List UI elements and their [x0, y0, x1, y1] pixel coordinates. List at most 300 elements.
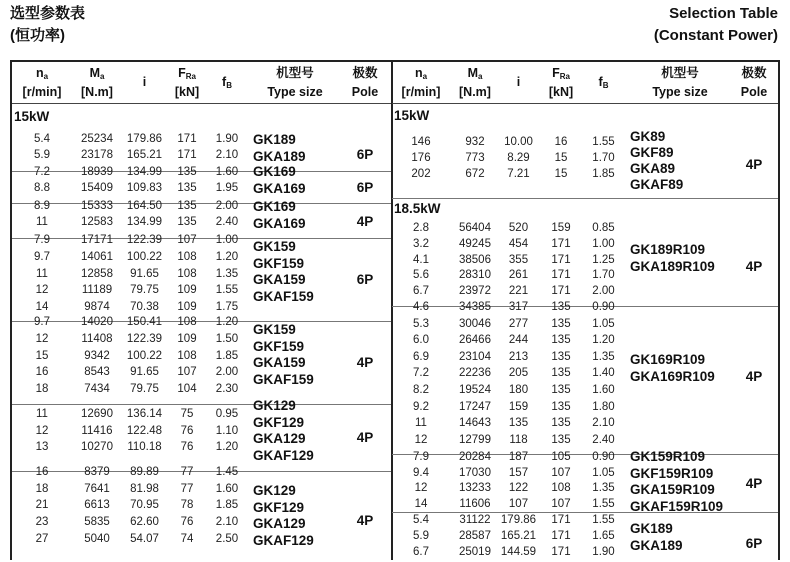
header-fb-subscript: B — [602, 81, 609, 90]
header-type-en: Type size — [267, 85, 323, 99]
ratio-cell: 62.60 — [130, 516, 159, 529]
service-factor-cell: 1.90 — [215, 133, 239, 145]
output-speed-cell: 7.2 — [413, 367, 429, 380]
output-speed-cell: 9.2 — [413, 400, 429, 413]
header-fra-letter: F — [178, 66, 186, 80]
output-speed-cell: 9.7 — [34, 250, 50, 263]
ratio-cell: 79.75 — [130, 383, 159, 396]
ratio-cell: 244 — [508, 334, 529, 347]
type-size-model: GK129 — [253, 483, 296, 498]
title-english — [654, 3, 778, 47]
table-header — [12, 62, 391, 104]
radial-load-cell: 109 — [177, 301, 197, 314]
ratio-cell: 134.99 — [126, 216, 163, 228]
type-size-model: GKAF159 — [253, 372, 314, 388]
title-cn-line1: 选型参数表 — [10, 5, 86, 22]
ratio-cell: 107 — [508, 498, 529, 511]
service-factor-cell: 1.35 — [592, 350, 615, 363]
header-fb-subscript: B — [226, 81, 232, 90]
header-ma-unit: [N.m] — [459, 85, 491, 99]
output-torque-cell: 18939 — [81, 166, 113, 178]
service-factor-cell: 1.85 — [592, 168, 615, 180]
ratio-cell: 8.29 — [507, 152, 530, 164]
ratio-cell: 187 — [508, 451, 529, 463]
ratio-cell: 277 — [508, 317, 529, 330]
radial-load-cell: 171 — [551, 514, 571, 526]
output-speed-cell: 202 — [411, 168, 431, 180]
service-factor-cell: 1.95 — [215, 182, 239, 194]
radial-load-cell: 108 — [177, 316, 197, 328]
type-size-model: GKA169 — [253, 216, 306, 231]
service-factor-cell: 1.55 — [592, 514, 615, 526]
pole-count: 6P — [745, 536, 763, 551]
service-factor-cell: 0.85 — [592, 222, 615, 234]
ratio-cell: 205 — [508, 367, 529, 380]
output-speed-cell: 146 — [411, 136, 431, 148]
radial-load-cell: 135 — [177, 200, 197, 212]
ratio-cell: 261 — [508, 269, 529, 282]
output-speed-cell: 3.2 — [413, 237, 429, 250]
radial-load-cell: 108 — [177, 250, 197, 263]
title-en-line1: Selection Table — [669, 5, 778, 22]
radial-load-cell: 77 — [180, 482, 194, 495]
ratio-cell: 134.99 — [126, 166, 163, 178]
header-fra — [167, 64, 207, 102]
service-factor-cell: 1.05 — [592, 466, 615, 479]
pole-count: 4P — [356, 214, 374, 229]
radial-load-cell: 104 — [177, 383, 197, 396]
service-factor-cell: 0.90 — [592, 301, 615, 313]
header-fra-symbol — [537, 64, 585, 83]
output-torque-cell: 12799 — [459, 433, 491, 446]
output-torque-cell: 9342 — [84, 349, 110, 362]
radial-load-cell: 76 — [180, 516, 194, 529]
output-torque-cell: 17030 — [459, 466, 491, 479]
service-factor-cell: 1.05 — [592, 317, 615, 330]
type-size-model: GKAF129 — [253, 447, 314, 463]
radial-load-cell: 135 — [177, 166, 197, 178]
header-na-subscript: a — [422, 72, 428, 81]
ratio-cell: 144.59 — [500, 546, 537, 558]
ratio-cell: 164.50 — [126, 200, 163, 212]
type-size-model: GKAF129 — [253, 533, 314, 549]
header-fra-subscript: Ra — [185, 72, 196, 81]
output-torque-cell: 12858 — [81, 267, 113, 280]
type-size-model: GKA159 — [253, 272, 306, 288]
header-i — [500, 73, 537, 92]
header-i-label: i — [142, 75, 147, 89]
service-factor-cell: 1.45 — [215, 466, 239, 478]
output-torque-cell: 28310 — [459, 269, 491, 282]
radial-load-cell: 135 — [551, 301, 571, 313]
selection-group — [12, 234, 391, 322]
type-size-model: GK159 — [253, 322, 296, 337]
service-factor-cell: 1.80 — [592, 400, 615, 413]
ratio-cell: 122 — [508, 482, 529, 495]
header-na-subscript: a — [43, 72, 49, 81]
output-torque-cell: 11408 — [81, 332, 113, 345]
service-factor-cell: 2.00 — [592, 285, 615, 298]
ratio-cell: 110.18 — [127, 441, 162, 453]
radial-load-cell: 78 — [180, 499, 194, 512]
output-speed-cell: 5.4 — [413, 514, 429, 526]
type-size-model: GK189R109 — [630, 242, 706, 257]
output-torque-cell: 49245 — [459, 237, 491, 250]
radial-load-cell: 109 — [177, 332, 197, 345]
service-factor-cell: 1.25 — [592, 253, 615, 266]
title-cn-line2: (恒功率) — [10, 27, 65, 44]
type-size-model: GKF159 — [253, 255, 305, 271]
output-torque-cell: 12690 — [81, 408, 113, 420]
type-size-model: GK169 — [253, 164, 296, 179]
type-size-model: GK129 — [253, 398, 296, 413]
output-speed-cell: 12 — [35, 284, 49, 297]
header-na-letter: n — [35, 66, 44, 80]
ratio-cell: 135 — [508, 417, 529, 430]
type-size-model: GKAF159 — [253, 289, 314, 305]
radial-load-cell: 108 — [177, 267, 197, 280]
output-torque-cell: 56404 — [459, 222, 491, 234]
header-ma-unit: [N.m] — [81, 85, 113, 99]
ratio-cell: 91.65 — [130, 267, 159, 280]
header-fb-symbol: f — [598, 75, 603, 89]
pole-count: 4P — [356, 430, 374, 445]
service-factor-cell: 1.60 — [215, 482, 239, 495]
output-speed-cell: 5.9 — [413, 530, 429, 542]
ratio-cell: 136.14 — [126, 408, 163, 420]
header-na-unit: [r/min] — [22, 85, 62, 99]
output-speed-cell: 4.6 — [413, 301, 429, 313]
service-factor-cell: 2.10 — [215, 516, 239, 529]
output-torque-cell: 10270 — [81, 441, 113, 453]
header-na — [12, 64, 72, 102]
output-torque-cell: 14020 — [81, 316, 113, 328]
radial-load-cell: 76 — [180, 424, 194, 437]
radial-load-cell: 107 — [177, 366, 197, 379]
header-ma-letter: M — [467, 66, 478, 80]
ratio-cell: 100.22 — [126, 349, 163, 362]
header-fra-letter: F — [552, 66, 560, 80]
ratio-cell: 89.89 — [130, 466, 159, 478]
radial-load-cell: 171 — [177, 149, 197, 161]
left-selection-table — [10, 60, 393, 560]
output-speed-cell: 15 — [35, 349, 49, 362]
type-size-model: GK169 — [253, 199, 296, 214]
ratio-cell: 122.39 — [126, 234, 163, 246]
title-chinese — [10, 3, 85, 47]
ratio-cell: 7.21 — [507, 168, 530, 180]
output-speed-cell: 16 — [35, 366, 49, 379]
power-section-label: 15kW — [14, 109, 50, 124]
header-ma — [72, 64, 122, 102]
header-pole-cn: 极数 — [352, 66, 378, 80]
ratio-cell: 79.75 — [130, 284, 159, 297]
ratio-cell: 179.86 — [500, 514, 537, 526]
type-size-model: GKAF89 — [630, 177, 684, 192]
radial-load-cell: 105 — [551, 451, 571, 463]
service-factor-cell: 1.90 — [592, 546, 615, 558]
output-torque-cell: 11416 — [81, 424, 113, 437]
output-torque-cell: 15409 — [81, 182, 113, 194]
output-torque-cell: 25234 — [81, 133, 113, 145]
radial-load-cell: 171 — [177, 133, 197, 145]
header-ma — [450, 64, 500, 102]
header-pole-en: Pole — [740, 85, 768, 99]
output-speed-cell: 8.9 — [34, 200, 50, 212]
radial-load-cell: 135 — [551, 334, 571, 347]
pole-count: 4P — [356, 355, 374, 370]
selection-group — [12, 466, 391, 562]
output-torque-cell: 6613 — [84, 499, 110, 512]
pole-count: 6P — [356, 272, 374, 287]
radial-load-cell: 16 — [554, 136, 568, 148]
radial-load-cell: 171 — [551, 237, 571, 250]
service-factor-cell: 1.60 — [592, 384, 615, 396]
output-torque-cell: 23104 — [459, 350, 491, 363]
service-factor-cell: 1.00 — [215, 234, 239, 246]
output-torque-cell: 25019 — [459, 546, 491, 558]
selection-group — [392, 449, 778, 514]
output-speed-cell: 7.9 — [413, 451, 429, 463]
type-size-model: GK169R109 — [630, 352, 706, 367]
service-factor-cell: 1.40 — [592, 367, 615, 380]
output-speed-cell: 18 — [35, 482, 49, 495]
output-torque-cell: 15333 — [81, 200, 113, 212]
output-speed-cell: 13 — [35, 441, 49, 453]
output-torque-cell: 13233 — [459, 482, 491, 495]
service-factor-cell: 2.40 — [592, 433, 615, 446]
output-speed-cell: 14 — [414, 498, 428, 511]
service-factor-cell: 2.40 — [215, 216, 239, 228]
header-na — [392, 64, 450, 102]
ratio-cell: 454 — [508, 237, 529, 250]
radial-load-cell: 135 — [551, 400, 571, 413]
right-selection-table — [392, 60, 780, 560]
service-factor-cell: 1.35 — [215, 267, 239, 280]
type-size-model: GKF159R109 — [630, 465, 714, 481]
radial-load-cell: 171 — [551, 285, 571, 298]
header-ma-letter: M — [89, 66, 100, 80]
service-factor-cell: 2.50 — [215, 532, 239, 545]
service-factor-cell: 2.10 — [592, 417, 615, 430]
ratio-cell: 520 — [508, 222, 529, 234]
type-size-model: GK89 — [630, 129, 666, 144]
output-speed-cell: 27 — [35, 532, 49, 545]
type-size-model: GKF129 — [253, 499, 305, 515]
service-factor-cell: 1.35 — [592, 482, 615, 495]
service-factor-cell: 1.20 — [592, 334, 615, 347]
output-torque-cell: 932 — [465, 136, 485, 148]
service-factor-cell: 1.60 — [215, 166, 239, 178]
radial-load-cell: 107 — [177, 234, 197, 246]
output-speed-cell: 18 — [35, 383, 49, 396]
output-speed-cell: 14 — [35, 301, 49, 314]
radial-load-cell: 77 — [180, 466, 194, 478]
pole-count: 4P — [745, 157, 763, 172]
ratio-cell: 165.21 — [500, 530, 537, 542]
radial-load-cell: 75 — [180, 408, 194, 420]
output-speed-cell: 11 — [36, 216, 48, 228]
radial-load-cell: 159 — [551, 222, 571, 234]
type-size-model: GK189 — [630, 521, 673, 536]
service-factor-cell: 1.70 — [592, 152, 615, 164]
service-factor-cell: 0.90 — [592, 451, 615, 463]
header-fra-subscript: Ra — [559, 72, 570, 81]
radial-load-cell: 171 — [551, 546, 571, 558]
ratio-cell: 122.48 — [126, 424, 163, 437]
output-torque-cell: 23178 — [81, 149, 113, 161]
output-speed-cell: 12 — [414, 433, 428, 446]
radial-load-cell: 76 — [180, 441, 194, 453]
output-torque-cell: 773 — [465, 152, 485, 164]
radial-load-cell: 171 — [551, 530, 571, 542]
output-speed-cell: 4.1 — [413, 253, 429, 266]
output-speed-cell: 7.9 — [34, 234, 50, 246]
radial-load-cell: 109 — [177, 284, 197, 297]
output-speed-cell: 6.7 — [413, 546, 429, 558]
service-factor-cell: 1.55 — [592, 498, 615, 511]
output-torque-cell: 14061 — [81, 250, 113, 263]
ratio-cell: 109.83 — [126, 182, 163, 194]
header-ma-subscript: a — [477, 72, 483, 81]
type-size-model: GKA169R109 — [630, 369, 715, 384]
radial-load-cell: 15 — [554, 168, 568, 180]
ratio-cell: 70.95 — [130, 499, 159, 512]
radial-load-cell: 171 — [551, 269, 571, 282]
ratio-cell: 54.07 — [130, 532, 159, 545]
output-torque-cell: 11606 — [459, 498, 491, 511]
power-section-label: 18.5kW — [394, 201, 441, 216]
output-torque-cell: 672 — [465, 168, 485, 180]
radial-load-cell: 107 — [551, 466, 571, 479]
radial-load-cell: 135 — [177, 182, 197, 194]
output-speed-cell: 9.7 — [34, 316, 50, 328]
header-ma-symbol — [72, 64, 122, 83]
service-factor-cell: 1.20 — [215, 316, 239, 328]
radial-load-cell: 135 — [177, 216, 197, 228]
output-torque-cell: 30046 — [459, 317, 491, 330]
selection-group — [392, 513, 778, 562]
service-factor-cell: 1.00 — [592, 237, 615, 250]
output-speed-cell: 23 — [35, 516, 49, 529]
ratio-cell: 159 — [508, 400, 529, 413]
output-speed-cell: 11 — [36, 408, 48, 420]
ratio-cell: 317 — [508, 301, 529, 313]
pole-count: 4P — [745, 369, 763, 384]
header-i-label: i — [516, 75, 521, 89]
output-speed-cell: 6.7 — [413, 285, 429, 298]
output-speed-cell: 5.6 — [413, 269, 429, 282]
type-size-model: GKA159R109 — [630, 482, 715, 497]
output-torque-cell: 20284 — [459, 451, 491, 463]
output-speed-cell: 8.2 — [413, 384, 429, 396]
type-size-model: GKA129 — [253, 516, 306, 532]
service-factor-cell: 2.10 — [215, 149, 239, 161]
service-factor-cell: 1.50 — [215, 332, 239, 345]
radial-load-cell: 108 — [177, 349, 197, 362]
pole-count: 4P — [356, 513, 374, 528]
service-factor-cell: 1.75 — [215, 301, 239, 314]
radial-load-cell: 135 — [551, 317, 571, 330]
output-speed-cell: 12 — [35, 424, 49, 437]
radial-load-cell: 135 — [551, 433, 571, 446]
service-factor-cell: 1.20 — [215, 441, 239, 453]
output-speed-cell: 6.9 — [413, 350, 429, 363]
output-torque-cell: 19524 — [459, 384, 491, 396]
type-size-model: GKA189 — [630, 538, 683, 553]
service-factor-cell: 1.70 — [592, 269, 615, 282]
header-type-en: Type size — [652, 85, 708, 99]
ratio-cell: 179.86 — [126, 133, 163, 145]
output-speed-cell: 21 — [35, 499, 49, 512]
ratio-cell: 91.65 — [130, 366, 159, 379]
ratio-cell: 355 — [508, 253, 529, 266]
output-speed-cell: 16 — [35, 466, 49, 478]
pole-count: 6P — [356, 147, 374, 162]
service-factor-cell: 1.55 — [592, 136, 615, 148]
type-size-model: GKA89 — [630, 161, 676, 176]
type-size-model: GKF89 — [630, 145, 674, 160]
ratio-cell: 10.00 — [504, 136, 533, 148]
output-speed-cell: 6.0 — [413, 334, 429, 347]
type-size-model: GKA159 — [253, 355, 306, 371]
output-torque-cell: 17171 — [81, 234, 113, 246]
header-fra-unit: [kN] — [174, 85, 200, 99]
output-speed-cell: 2.8 — [413, 222, 429, 234]
header-type-cn: 机型号 — [661, 66, 699, 80]
output-torque-cell: 12583 — [81, 216, 113, 228]
service-factor-cell: 1.85 — [215, 349, 239, 362]
header-fb — [585, 73, 622, 92]
radial-load-cell: 108 — [551, 482, 571, 495]
type-size-model: GKA169 — [253, 181, 306, 196]
service-factor-cell: 1.20 — [215, 250, 239, 263]
header-pole-en: Pole — [351, 85, 379, 99]
output-speed-cell: 12 — [35, 332, 49, 345]
output-speed-cell: 9.4 — [413, 466, 429, 479]
output-torque-cell: 7641 — [84, 482, 110, 495]
ratio-cell: 213 — [508, 350, 529, 363]
header-type-size — [253, 64, 337, 102]
output-speed-cell: 7.2 — [34, 166, 50, 178]
service-factor-cell: 1.55 — [215, 284, 239, 297]
radial-load-cell: 135 — [551, 350, 571, 363]
ratio-cell: 157 — [508, 466, 529, 479]
output-torque-cell: 14643 — [459, 417, 491, 430]
ratio-cell: 70.38 — [130, 301, 159, 314]
selection-group — [392, 224, 778, 307]
service-factor-cell: 1.85 — [215, 499, 239, 512]
ratio-cell: 221 — [508, 285, 529, 298]
service-factor-cell: 1.10 — [215, 424, 239, 437]
output-torque-cell: 22236 — [459, 367, 491, 380]
header-fra-unit: [kN] — [548, 85, 574, 99]
header-fb-symbol: f — [222, 75, 227, 89]
power-section-label: 15kW — [394, 108, 430, 123]
output-torque-cell: 31122 — [459, 514, 491, 526]
output-speed-cell: 5.9 — [34, 149, 50, 161]
header-pole-cn: 极数 — [741, 66, 767, 80]
table-header — [392, 62, 778, 104]
output-torque-cell: 11189 — [81, 284, 113, 297]
type-size-model: GKF129 — [253, 414, 305, 430]
output-torque-cell: 7434 — [84, 383, 110, 396]
output-speed-cell: 12 — [414, 482, 428, 495]
radial-load-cell: 135 — [551, 417, 571, 430]
pole-count: 4P — [745, 476, 763, 491]
header-fra — [537, 64, 585, 102]
service-factor-cell: 1.65 — [592, 530, 615, 542]
